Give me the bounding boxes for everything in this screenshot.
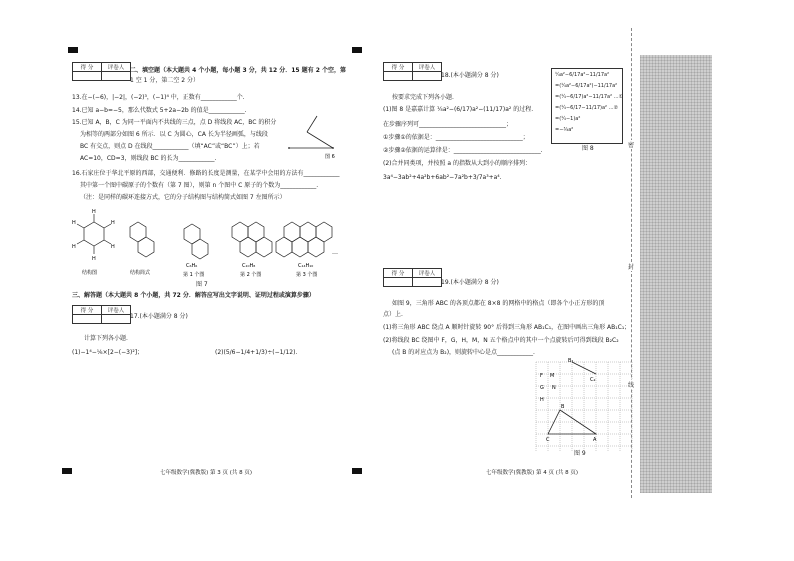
naphthalene-simple: [130, 222, 154, 257]
molecule-3: [276, 222, 332, 257]
figure-7: [70, 204, 340, 282]
footer-page-4: 七年级数学(冀教版) 第 4 页 (共 8 页): [486, 470, 579, 476]
fig8-line-5: =−¾a²: [555, 127, 574, 133]
figure-9-grid: [530, 356, 640, 451]
svg-text:B₂: B₂: [568, 358, 574, 364]
fig-3-label: 第 3 个图: [296, 272, 318, 278]
question-19-part1: (1)将三角形 ABC 绕点 A 顺时针旋转 90° 后得到三角形 AB₁C₁，在图中画出三角形 AB₁C₁；: [383, 324, 631, 331]
score-table: 得 分 评卷人: [72, 62, 131, 81]
fig8-line-3: =(¼−6/17−11/17)a² …②: [555, 105, 619, 111]
question-18-c: ②步骤②依据的运算律是：_____________________________.: [383, 147, 543, 154]
svg-text:H: H: [92, 256, 96, 262]
question-17-intro: 计算下列各小题.: [84, 335, 128, 342]
svg-text:C₂: C₂: [590, 377, 596, 383]
molecule-2: [232, 222, 272, 257]
svg-text:N: N: [552, 385, 556, 391]
registration-mark: [352, 468, 362, 474]
figure-8-caption: 图 8: [582, 145, 594, 152]
simple-label: 结构简式: [130, 270, 151, 276]
figure-7-caption: 图 7: [196, 281, 208, 288]
question-17-head: 17.(本小题满分 8 分): [130, 313, 188, 320]
fig8-line-4: =(¼−1)a²: [555, 116, 581, 122]
question-18-head: 18.(本小题满分 8 分): [441, 72, 499, 79]
fig8-line-2: =(¼−6/17)a²−11/17a² …①: [555, 94, 624, 100]
question-19-head: 19.(本小题满分 8 分): [441, 279, 499, 286]
figure-9-caption: 图 9: [574, 450, 586, 457]
score-table-q19: 得 分 评卷人: [383, 268, 442, 287]
section3-title: 三、解答题（本大题共 8 个小题，共 72 分．解答应写出文字说明、证明过程或演算步骤）: [72, 292, 315, 299]
svg-text:B: B: [561, 404, 565, 410]
figure-6: [285, 112, 345, 164]
registration-mark: [352, 47, 362, 53]
formula-3: C₁₄H₁₀: [298, 263, 314, 269]
question-15-line3: BC 有交点，则点 D 在线段____________（填“AC”或“BC”）上；若: [80, 143, 260, 150]
svg-text:H: H: [111, 244, 115, 250]
svg-text:F: F: [540, 373, 543, 379]
question-19-part2-cont: (点 B 的对应点为 B₂)，则旋转中心是点____________.: [392, 349, 535, 356]
binding-mi: 密: [628, 142, 635, 149]
question-19-part2: (2)将线段 BC 绕图中 F，G，H，M，N 五个格点中的其中一个点旋转后可得到线段 B₂C₂: [383, 337, 619, 344]
fig8-line-0: ¼a²−6/17a²−11/17a²: [555, 72, 610, 78]
question-18-part1: (1)图 8 是嘉嘉计算 ¼a²−(6/17)a²−(11/17)a² 的过程.: [383, 106, 534, 113]
question-17-part2: (2)(5/6−1/4+1/3)÷(−1/12).: [215, 349, 298, 356]
fig-2-label: 第 2 个图: [240, 272, 262, 278]
svg-text:H: H: [111, 220, 115, 226]
question-19-line2: 点）上.: [383, 311, 403, 318]
svg-text:H: H: [72, 220, 76, 226]
question-18-b: ①步骤①的依据是：_____________________________；: [383, 134, 529, 141]
question-18-intro: 按要求完成下列各小题.: [392, 94, 454, 101]
question-18-a: 在步骤序列可_____________________________；: [383, 121, 513, 128]
ellipsis: …: [332, 249, 338, 256]
question-16-line1: 16.石家庄位于华北平原的西部，交通便利．修路的长度是测量，在某学中会用的方法有____________: [72, 170, 340, 177]
registration-mark: [68, 47, 78, 53]
molecule-1: [184, 224, 208, 259]
question-15-line1: 15.已知 A，B，C 为同一平面内不共线的三点，点 D 将线段 AC，BC 的积分: [72, 119, 277, 126]
binding-feng: 封: [628, 264, 635, 271]
question-15-line2: 为相等的两部分如图 6 所示．以 C 为圆心，CA 长为半径画弧，与线段: [80, 131, 268, 138]
question-16-line2: 其中第一个图中碳原子的个数有（第 7 图），则第 n 个图中 C 原子的个数为____________.: [80, 182, 319, 189]
binding-xian: 线: [628, 382, 635, 389]
score-table-q18: 得 分 评卷人: [383, 62, 442, 81]
svg-text:M: M: [550, 373, 555, 379]
fig8-line-1: =(¼a²−6/17a²)−11/17a²: [555, 83, 618, 89]
question-19-line1: 如图 9，三角形 ABC 的各顶点都在 8×8 的网格中的格点（即各个小正方形的顶: [392, 300, 605, 307]
question-17-part1: (1)−1⁴−⅙×[2−(−3)²]；: [72, 349, 144, 356]
svg-text:A: A: [593, 437, 597, 443]
figure-6-caption: 图 6: [325, 154, 335, 160]
footer-page-3: 七年级数学(冀教版) 第 3 页 (共 8 页): [160, 470, 253, 476]
question-14: 14.已知 a−b=−5，那么代数式 5+2a−2b 的值是____________.: [72, 107, 247, 114]
svg-text:G: G: [540, 385, 544, 391]
benzene-structure: [77, 214, 111, 254]
fig-1-label: 第 1 个图: [183, 272, 205, 278]
formula-2: C₁₀H₈: [242, 263, 256, 269]
svg-text:C: C: [546, 437, 550, 443]
figure-8-card: [551, 68, 623, 144]
question-13: 13.在−(−6)，|−2|，(−2)³，(−1)⁴ 中，正数有____________个.: [72, 94, 245, 101]
section2-title-cont: 1 空 1 分，第二空 2 分）: [130, 77, 199, 84]
formula-1: C₆H₆: [186, 263, 198, 269]
svg-text:H: H: [540, 397, 544, 403]
question-18-expression: 3a⁴−3ab²+4a²b+6ab²−7a²b+3/7a³+a⁴.: [383, 174, 502, 181]
score-table-q17: 得 分 评卷人: [72, 305, 131, 324]
question-15-line4: AC=10，CD=3，则线段 BC 的长为____________.: [80, 155, 217, 162]
question-16-line3: （注：是同样的碳环连接方式，它的分子结构图与结构简式如图 7 左图所示）: [80, 194, 286, 201]
svg-text:H: H: [72, 244, 76, 250]
svg-text:H: H: [92, 209, 96, 215]
structure-label: 结构图: [82, 270, 98, 276]
registration-mark: [62, 468, 72, 474]
section2-title: 二、填空题（本大题共 4 个小题，每小题 3 分，共 12 分．15 题有 2 个空，第: [130, 67, 347, 74]
side-binding-panel: [640, 55, 712, 493]
question-18-part2: (2)合并同类项，并按照 a 的指数从大到小的顺序排列：: [383, 160, 531, 167]
